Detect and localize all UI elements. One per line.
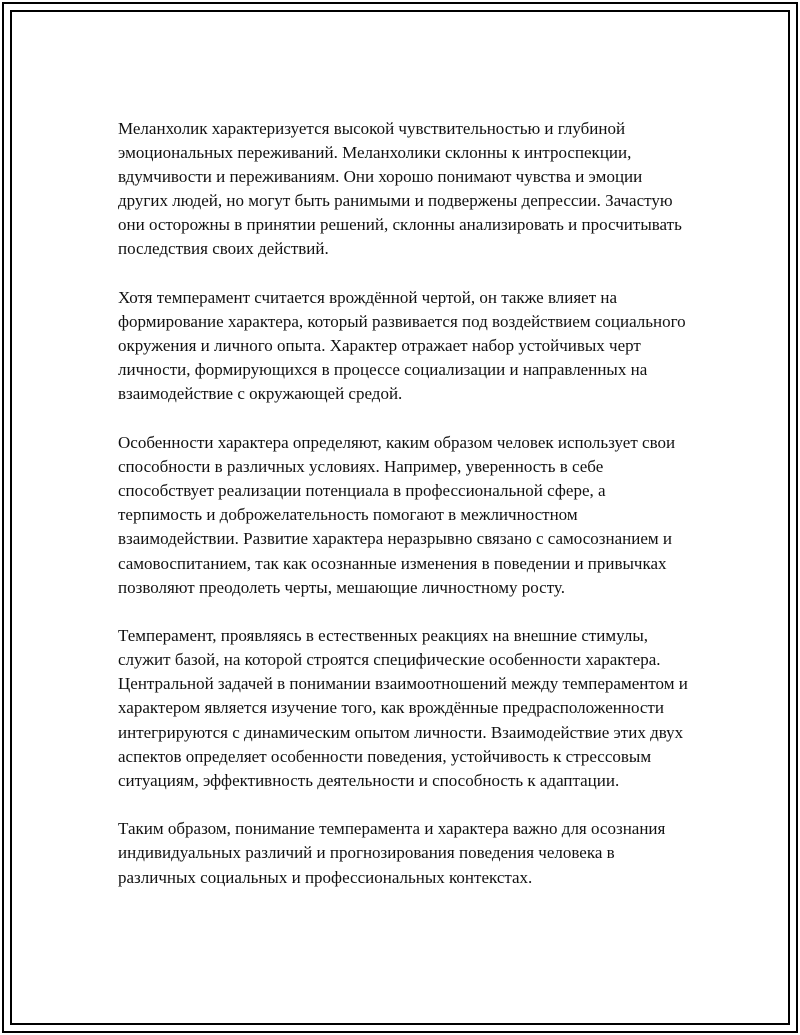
paragraph-melancholic: Меланхолик характеризуется высокой чувствительностью и глубиной эмоциональных переживаний. Меланхолики склонны к интроспекции, вдумчивости и переживаниям. Они хорошо понимают чувства и эмоции других людей, но могут быть ранимыми и подвержены депрессии. Зачастую они осторожны в принятии решений, склонны анализировать и просчитывать последствия своих действий. — [118, 119, 682, 259]
document-body — [118, 117, 690, 914]
paragraph-temperament-base: Темперамент, проявляясь в естественных реакциях на внешние стимулы, служит базой, на которой строятся специфические особенности характера. Центральной задачей в понимании взаимоотношений между темпераментом и характером является изучение того, как врождённые предрасположенности интегрируются с динамическим опытом личности. Взаимодействие этих двух аспектов определяет особенности поведения, устойчивость к стрессовым ситуациям, эффективность деятельности и способность к адаптации. — [118, 626, 688, 790]
paragraph-temperament-and-character: Хотя темперамент считается врождённой чертой, он также влияет на формирование характера, который развивается под воздействием социального окружения и личного опыта. Характер отражает набор устойчивых черт личности, формирующихся в процессе социализации и направленных на взаимодействие с окружающей средой. — [118, 288, 686, 404]
paragraph-character-traits: Особенности характера определяют, каким образом человек использует свои способности в различных условиях. Например, уверенность в себе способствует реализации потенциала в профессиональной сфере, а терпимость и доброжелательность помогают в межличностном взаимодействии. Развитие характера неразрывно связано с самосознанием и самовоспитанием, так как осознанные изменения в поведении и привычках позволяют преодолеть черты, мешающие личностному росту. — [118, 433, 676, 597]
paragraph-conclusion: Таким образом, понимание темперамента и характера важно для осознания индивидуальных различий и прогнозирования поведения человека в различных социальных и профессиональных контекстах. — [118, 819, 666, 887]
